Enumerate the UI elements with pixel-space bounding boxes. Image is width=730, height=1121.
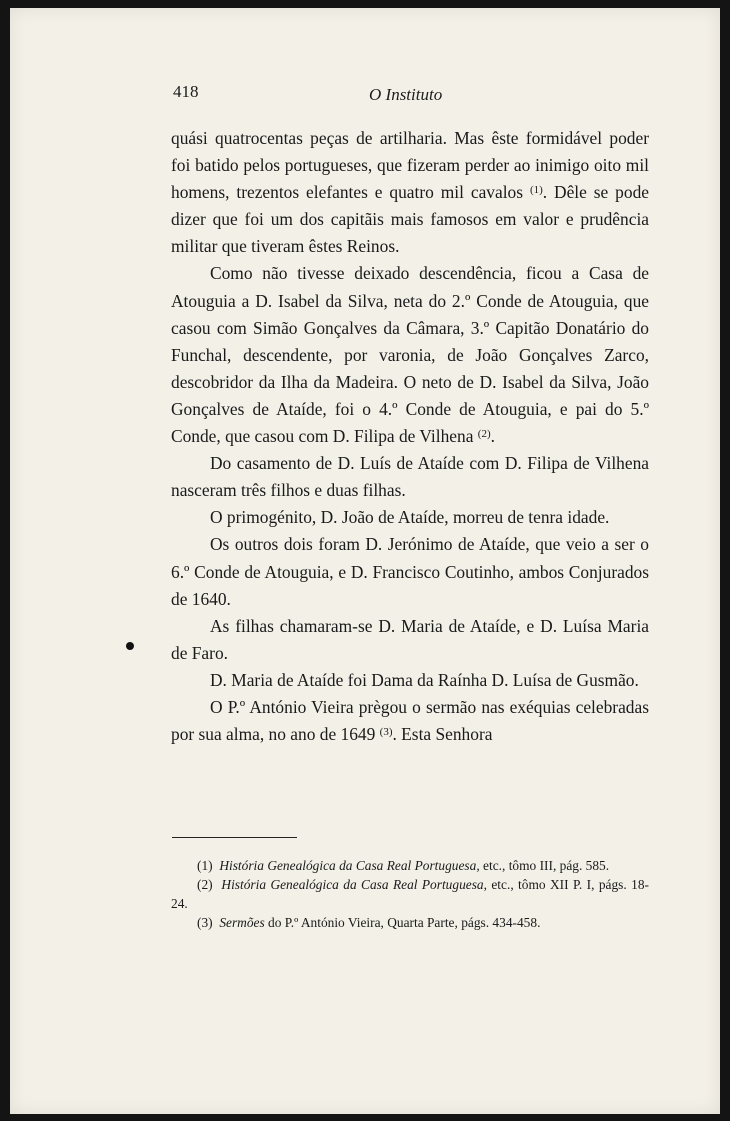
paragraph-8: O P.º António Vieira prègou o sermão nas exéquias celebradas por sua alma, no ano de 1649 $^{(3)}$. Esta Senhora xyxy=(171,696,649,745)
footnote-divider xyxy=(172,837,297,838)
margin-dot-mark xyxy=(126,642,134,650)
running-title: O Instituto xyxy=(369,85,443,104)
body-text xyxy=(171,125,649,748)
paragraph-7: D. Maria de Ataíde foi Dama da Raínha D. Luísa de Gusmão. xyxy=(210,669,639,690)
footnote-2: (2) História Genealógica da Casa Real Portuguesa, etc., tômo XII P. I, págs. 18-24. xyxy=(171,877,649,911)
paragraph-3: Do casamento de D. Luís de Ataíde com D. Filipa de Vilhena nasceram três filhos e duas filhas. xyxy=(171,453,649,501)
footnote-ref-2: (2) xyxy=(477,428,491,441)
paragraph-4: O primogénito, D. João de Ataíde, morreu de tenra idade. xyxy=(210,507,610,528)
footnote-ref-3: (3) xyxy=(379,726,393,739)
footnote-3: (3) Sermões do P.º António Vieira, Quarta Parte, págs. 434-458. xyxy=(197,915,541,930)
paragraph-6: As filhas chamaram-se D. Maria de Ataíde, e D. Luísa Maria de Faro. xyxy=(171,615,649,663)
paragraph-5: Os outros dois foram D. Jerónimo de Ataíde, que veio a ser o 6.º Conde de Atouguia, e D. Francisco Coutinho, ambos Conjurados de 1640. xyxy=(171,534,649,609)
paragraph-2: Como não tivesse deixado descendência, ficou a Casa de Atouguia a D. Isabel da Silva, neta do 2.º Conde de Atouguia, que casou com Simão Gonçalves da Câmara, 3.º Capitão Donatário do Funchal, descendente, por varonia, de João Gonçalves Zarco, descobridor da Ilha da Madeira. O neto de D. Isabel da Silva, João Gonçalves de Ataíde, foi o 4.º Conde de Atouguia, e pai do 5.º Conde, que casou com D. Filipa de Vilhena $^{(2)}$. xyxy=(171,263,649,447)
paragraph-1: quási quatrocentas peças de artilharia. Mas êste formidável poder foi batido pelos portugueses, que fizeram perder ao inimigo oito mil homens, trezentos elefantes e quatro mil cavalos $^{(1)}$. Dêle se pode dizer que foi um dos capitãis mais famosos em valor e prudência militar que tiveram êstes Reinos. xyxy=(171,128,649,257)
page-number: 418 xyxy=(173,82,199,101)
footnote-1: (1) História Genealógica da Casa Real Portuguesa, etc., tômo III, pág. 585. xyxy=(197,858,610,873)
footnote-ref-1: (1) xyxy=(529,184,543,197)
footnotes xyxy=(171,856,649,932)
book-page xyxy=(10,8,720,1114)
